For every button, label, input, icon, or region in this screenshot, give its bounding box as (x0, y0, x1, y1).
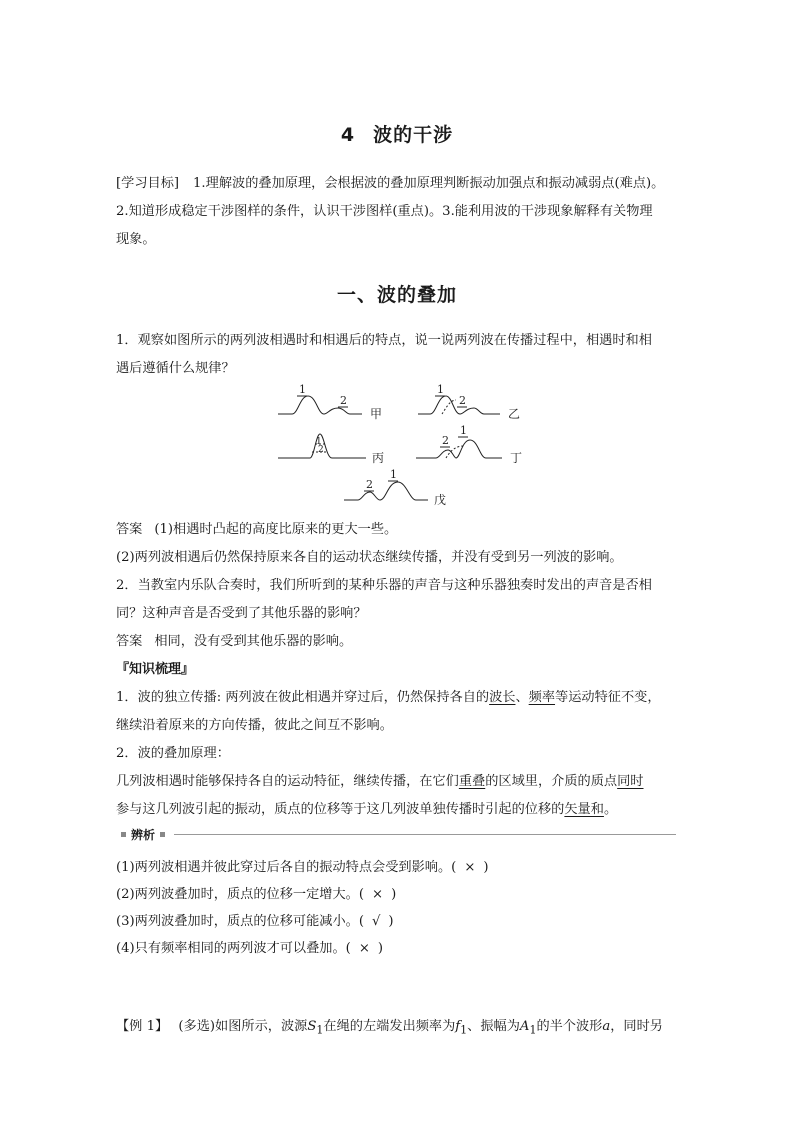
wave-jia (278, 396, 362, 414)
question-1 (116, 327, 691, 383)
analysis-divider (116, 826, 676, 842)
answer-label: 答案 (116, 522, 143, 537)
var-f: f (455, 1019, 461, 1034)
wave-label-1: 1 (390, 468, 397, 481)
question-1-line2: 遇后遵循什么规律？ (116, 361, 235, 376)
wave-label-2: 2 (318, 445, 324, 455)
label-wu: 戊 (434, 493, 447, 507)
chapter-number: 4 (340, 124, 356, 146)
var-a: a (602, 1019, 611, 1034)
var-a-amplitude: A (519, 1019, 530, 1034)
judge-text: (2)两列波叠加时，质点的位移一定增大。( (116, 887, 365, 902)
answer-label: 答案 (116, 634, 143, 649)
text-span: 、 (515, 690, 529, 705)
judge-close: ) (377, 941, 384, 956)
question-1-line1: 1．观察如图所示的两列波相遇时和相遇后的特点，说一说两列波在传播过程中，相遇时和相 (116, 333, 652, 348)
answer-1 (116, 516, 691, 572)
text-span: 在绳的左端发出频率为 (323, 1019, 456, 1034)
chapter-title: 波的干涉 (373, 124, 454, 146)
square-bullet-icon (160, 832, 165, 837)
knowledge-summary (116, 656, 691, 824)
wave-label-1: 1 (437, 383, 444, 396)
example-tag: 【例 1】 (116, 1019, 169, 1034)
judge-close: ) (388, 914, 394, 929)
term-simultaneously: 同时 (617, 774, 644, 789)
wave-label-2: 2 (340, 394, 347, 407)
square-bullet-icon (121, 832, 126, 837)
judge-close: ) (483, 860, 489, 875)
goals-line2: 2.知道形成稳定干涉图样的条件，认识干涉图样(重点)。3.能利用波的干涉现象解释有关物理 (116, 204, 653, 219)
goals-tag: [学习目标] (116, 176, 180, 191)
text-span: 、振幅为 (467, 1019, 520, 1034)
text-span: 参与这几列波引起的振动，质点的位移等于这几列波单独传播时引起的位移的 (116, 802, 565, 817)
judge-item-2 (116, 885, 396, 905)
goals-line1: 1.理解波的叠加原理，会根据波的叠加原理判断振动加强点和振动减弱点(难点)。 (193, 176, 665, 191)
wave-label-1: 1 (316, 437, 322, 447)
text-span: ，同时另 (610, 1019, 663, 1034)
question-2 (116, 572, 691, 628)
sub-1: 1 (460, 1023, 468, 1037)
example-1 (116, 1017, 696, 1041)
wave-label-1: 1 (299, 383, 306, 396)
label-yi: 乙 (508, 407, 521, 421)
judge-text: (3)两列波叠加时，质点的位移可能减小。( (116, 914, 365, 929)
label-jia: 甲 (370, 407, 383, 421)
answer-2-text: 相同，没有受到其他乐器的影响。 (154, 634, 353, 649)
question-2-line2: 同？这种声音是否受到了其他乐器的影响？ (116, 606, 367, 621)
section-heading: 一、波的叠加 (336, 284, 457, 306)
wave-ding (416, 440, 502, 458)
wave-wu (344, 482, 428, 500)
knowledge-point-2-title: 2．波的叠加原理： (116, 746, 230, 761)
knowledge-point-1 (116, 684, 691, 712)
wave-figure (270, 382, 530, 512)
text-span: 1．波的独立传播: 两列波在彼此相遇并穿过后，仍然保持各自的 (116, 690, 490, 705)
judge-mark: × (464, 860, 476, 875)
wave-label-2: 2 (442, 434, 449, 447)
text-span: 的半个波形 (536, 1019, 603, 1034)
knowledge-point-1-line2: 继续沿着原来的方向传播，彼此之间互不影响。 (116, 718, 393, 733)
label-bing: 丙 (372, 451, 385, 465)
term-overlap: 重叠 (458, 774, 486, 789)
learning-goals (116, 170, 696, 254)
text-span: 等运动特征不变， (555, 690, 661, 705)
text-span: 的区域里，介质的质点 (485, 774, 618, 789)
page-title (0, 120, 794, 147)
wave-label-1: 1 (460, 424, 467, 437)
sub-1: 1 (316, 1023, 324, 1037)
var-s: S (307, 1019, 317, 1034)
judge-text: (4)只有频率相同的两列波才可以叠加。( (116, 941, 351, 956)
judge-item-3 (116, 912, 394, 932)
question-2-line1: 2．当教室内乐队合奏时，我们所听到的某种乐器的声音与这种乐器独奏时发出的声音是否相 (116, 578, 652, 593)
judge-item-1 (116, 858, 489, 878)
goals-line3: 现象。 (116, 232, 156, 247)
knowledge-point-2-line1 (116, 768, 691, 796)
answer-1-line2: (2)两列波相遇后仍然保持原来各自的运动状态继续传播，并没有受到另一列波的影响。 (116, 550, 623, 565)
text-span: 。 (603, 802, 618, 817)
text-span: 如图所示，波源 (215, 1019, 308, 1034)
judge-text: (1)两列波相遇并彼此穿过后各自的振动特点会受到影响。( (116, 860, 457, 875)
term-wavelength: 波长 (489, 690, 516, 705)
wave-label-2: 2 (459, 394, 466, 407)
judge-close: ) (391, 887, 397, 902)
term-vector-sum: 矢量和 (564, 802, 604, 817)
wave-label-2: 2 (366, 478, 373, 491)
analysis-label: 辨析 (131, 827, 156, 842)
sub-1: 1 (529, 1023, 537, 1037)
label-ding: 丁 (510, 451, 523, 465)
answer-1-line1: (1)相遇时凸起的高度比原来的更大一些。 (154, 522, 398, 537)
example-multi: (多选) (178, 1019, 216, 1034)
text-span: 几列波相遇时能够保持各自的运动特征，继续传播，在它们 (116, 774, 459, 789)
knowledge-heading: 『知识梳理』 (116, 662, 195, 677)
term-frequency: 频率 (528, 690, 556, 705)
judge-mark: × (358, 941, 370, 956)
knowledge-point-2-line2 (116, 796, 691, 824)
judge-item-4 (116, 939, 383, 959)
divider-line (174, 834, 676, 835)
judge-mark: √ (372, 914, 381, 929)
judge-mark: × (372, 887, 384, 902)
answer-2 (116, 628, 691, 656)
